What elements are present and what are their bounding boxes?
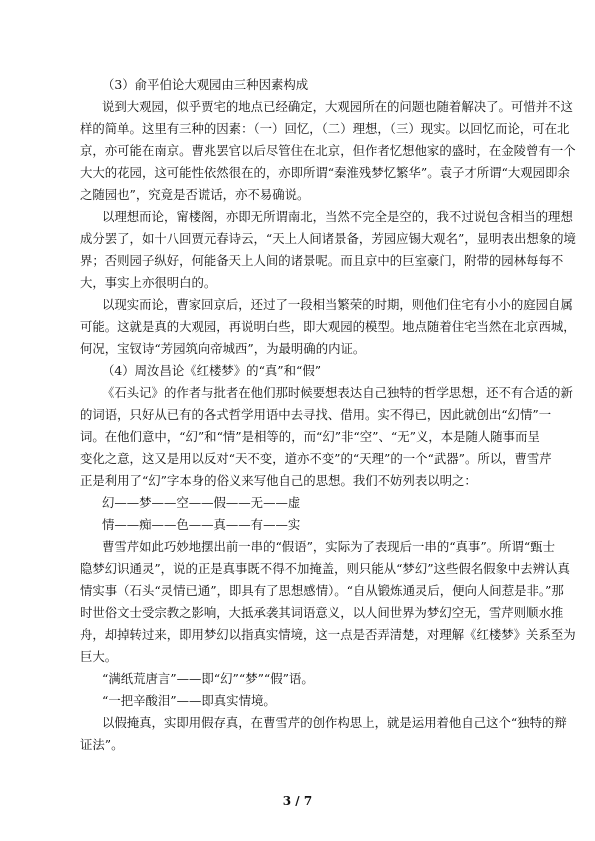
page-number: 3 / 7	[282, 794, 313, 808]
text-line: 证法”。	[80, 737, 124, 752]
text-line: 大，事实上亦很明白的。	[80, 275, 217, 290]
text-line: 何况，宝钗诗“芳园筑向帝城西”，为最明确的内证。	[80, 341, 366, 356]
text-line: 词。在他们意中，“幻”和“情”是相等的，而“幻”非“空”、“无”义，本是随人随事而呈	[80, 429, 540, 444]
text-line: 情——痴——色——真——有——实	[102, 517, 301, 532]
text-line: 曹雪芹如此巧妙地摆出前一串的“假语”，实际为了表现后一串的“真事”。所谓“甄士	[102, 539, 555, 554]
text-line: 情实事（石头“灵情已通”，即具有了思想感情）。“自从锻炼通灵后，便向人间惹是非。”那	[80, 583, 564, 598]
text-line: 大大的花园，这可能性依然很在的，亦即所谓“秦淮残梦忆繁华”。袁子才所谓“大观园即余	[80, 165, 570, 180]
text-line: 样的简单。这里有三种的因素：（一）回忆，（二）理想，（三）现实。以回忆而论，可在北	[80, 121, 570, 136]
text-line: 京，亦可能在南京。曹兆罢官以后尽管住在北京，但作者忆想他家的盛时，在金陵曾有一个	[80, 143, 576, 158]
text-line: （4）周汝昌论《红楼梦》的“真”和“假”	[102, 363, 322, 378]
text-line: 的词语，只好从已有的各式哲学用语中去寻找、借用。实不得已，因此就创出“幻情”一	[80, 407, 552, 422]
text-line: 《石头记》的作者与批者在他们那时候要想表达自己独特的哲学思想，还不有合适的新	[102, 385, 573, 400]
text-line: 说到大观园，似乎贾宅的地点已经确定，大观园所在的问题也随着解决了。可惜并不这	[102, 99, 573, 114]
text-line: 之随园也”，究竟是否谎话，亦不易确说。	[80, 187, 310, 202]
text-line: 以理想而论，甯楼阁，亦即无所谓南北，当然不完全是空的，我不过说包含相当的理想	[102, 209, 573, 224]
document-body	[80, 74, 576, 756]
text-line: 以现实而论，曹家回京后，还过了一段相当繁荣的时期，则他们住宅有小小的庭园自属	[102, 297, 573, 312]
text-line: “满纸荒唐言”——即“幻”“梦”“假”语。	[102, 671, 314, 686]
text-line: 幻——梦——空——假——无——虚	[102, 495, 301, 510]
text-line: “一把辛酸泪”——即真实情境。	[102, 693, 276, 708]
text-line: 变化之意，这又是用以反对“天不变，道亦不变”的“天理”的一个“武器”。所以，曹雪芹	[80, 451, 552, 466]
text-line: 正是利用了“幻”字本身的俗义来写他自己的思想。我们不妨列表以明之：	[80, 473, 477, 488]
text-line: 成分罢了，如十八回贾元春诗云，“天上人间诸景备，芳园应锡大观名”，显明表出想象的境	[80, 231, 576, 246]
text-line: （3）俞平伯论大观园由三种因素构成	[102, 77, 309, 92]
text-line: 界；否则园子纵好，何能备天上人间的诸景呢。而且京中的巨室豪门，附带的园林每每不	[80, 253, 564, 268]
text-line: 可能。这就是真的大观园，再说明白些，即大观园的模型。地点随着住宅当然在北京西城，	[80, 319, 576, 334]
text-line: 隐梦幻识通灵”，说的正是真事既不得不加掩盖，则只能从“梦幻”这些假名假象中去辨认真	[80, 561, 570, 576]
text-line: 舟，却掉转过来，即用梦幻以指真实情境，这一点是否弄清楚，对理解《红楼梦》关系至为	[80, 627, 576, 642]
text-line: 时世俗文士受宗教之影响，大抵承袭其词语意义，以人间世界为梦幻空无，雪芹则顺水推	[80, 605, 564, 620]
text-line: 以假掩真，实即用假存真，在曹雪芹的创作构思上，就是运用着他自己这个“独特的辩	[102, 715, 567, 730]
text-line: 巨大。	[80, 649, 118, 664]
